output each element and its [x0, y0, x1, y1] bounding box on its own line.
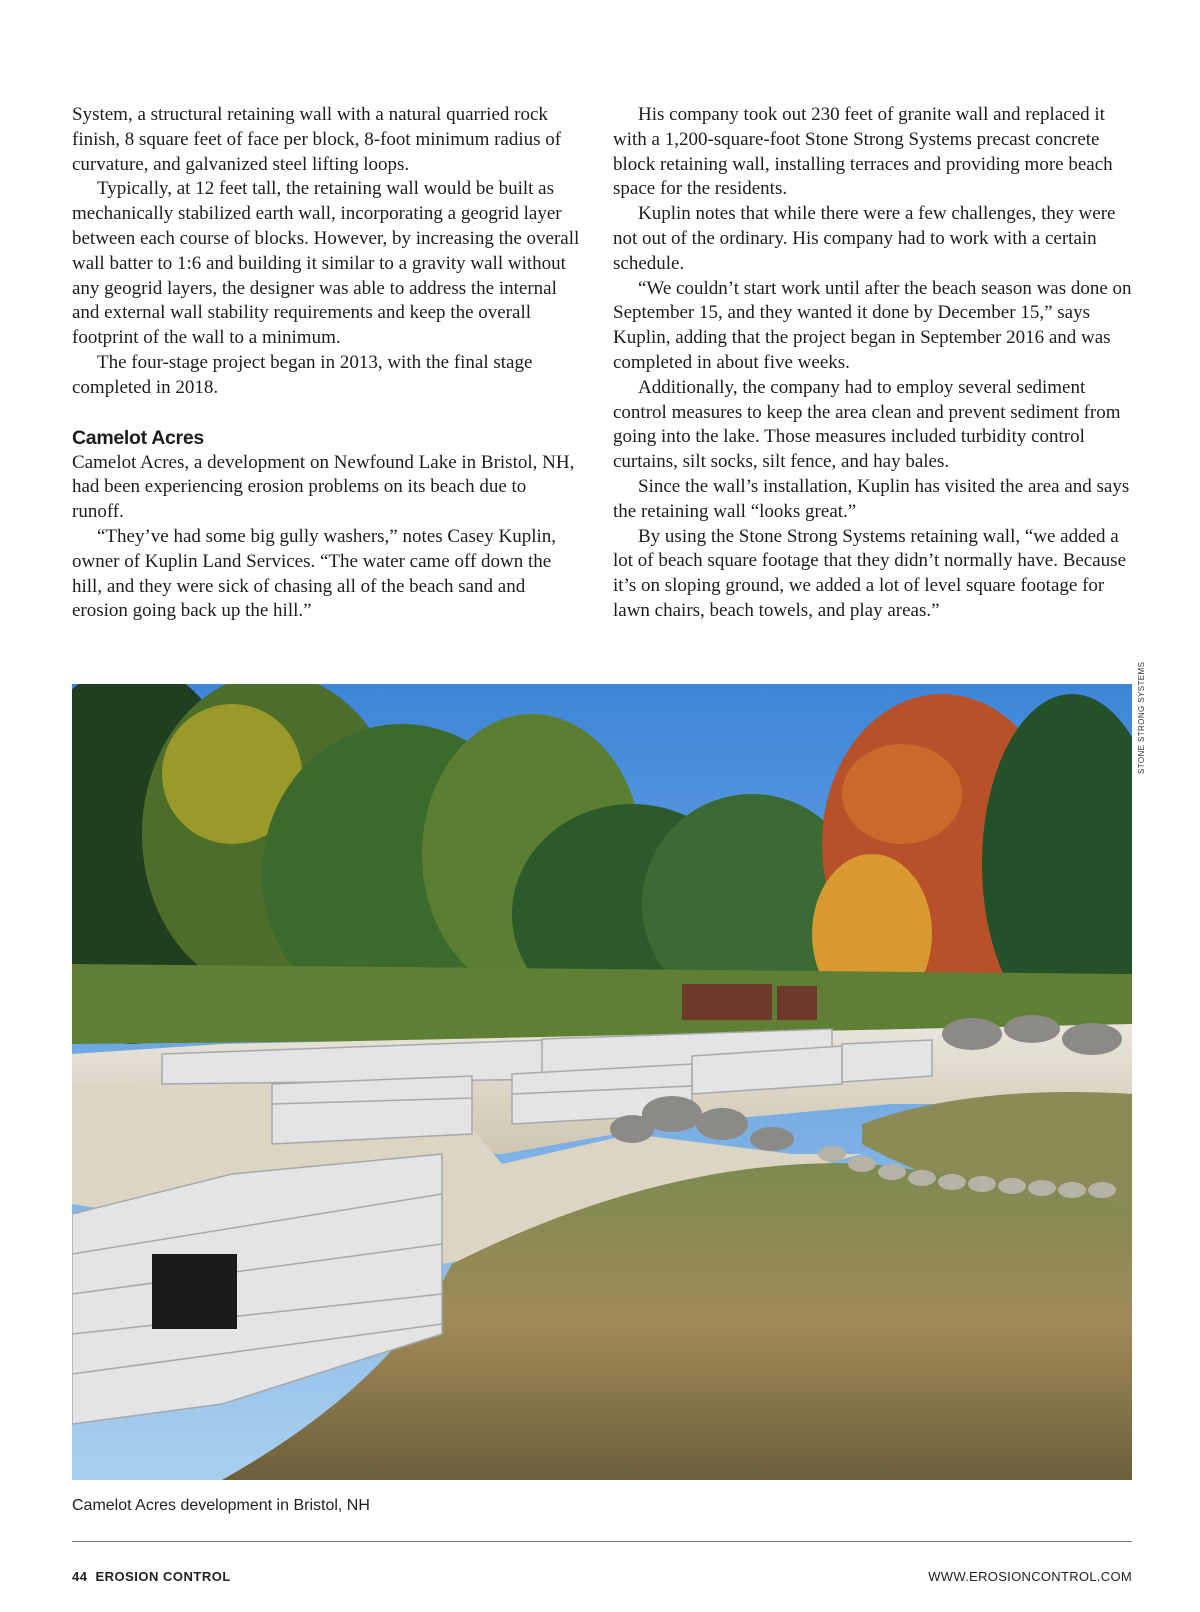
- body-paragraph: His company took out 230 feet of granite wall and replaced it with a 1,200-square-foot Stone Strong Systems precast concrete block retaining wall, installing terraces and providing more beach space for the residents.: [613, 104, 1113, 200]
- page-number: 44: [72, 1569, 88, 1584]
- beach-wall-photo: [72, 684, 1132, 1480]
- section-heading: Camelot Acres: [72, 426, 204, 449]
- footer-folio: [72, 1569, 231, 1584]
- photo-illustration: [72, 684, 1132, 1480]
- footer-divider: [72, 1541, 1132, 1542]
- body-paragraph: “They’ve had some big gully washers,” notes Casey Kuplin, owner of Kuplin Land Services. “The water came off down the hill, and they were sick of chasing all of the beach sand and erosion going back up the hill.”: [72, 525, 557, 622]
- photo-credit: STONE STRONG SYSTEMS: [1137, 661, 1146, 774]
- body-paragraph: System, a structural retaining wall with a natural quarried rock finish, 8 square feet of face per block, 8-foot minimum radius of curvature, and galvanized steel lifting loops.: [72, 104, 562, 175]
- left-column: [72, 103, 580, 624]
- body-paragraph: Kuplin notes that while there were a few challenges, they were not out of the ordinary. His company had to work with a certain schedule.: [613, 203, 1116, 274]
- body-paragraph: “We couldn’t start work until after the beach season was done on September 15, and they wanted it done by December 15,” says Kuplin, adding that the project began in September 2016 and was completed in about five weeks.: [613, 277, 1132, 373]
- photo-caption: Camelot Acres development in Bristol, NH: [72, 1497, 370, 1514]
- right-column: [613, 103, 1135, 624]
- body-paragraph: Camelot Acres, a development on Newfound Lake in Bristol, NH, had been experiencing erosion problems on its beach due to runoff.: [72, 451, 575, 523]
- body-paragraph: Since the wall’s installation, Kuplin has visited the area and says the retaining wall “looks great.”: [613, 475, 1130, 522]
- website-link[interactable]: WWW.EROSIONCONTROL.COM: [928, 1569, 1132, 1584]
- body-paragraph: Typically, at 12 feet tall, the retaining wall would be built as mechanically stabilized earth wall, incorporating a geogrid layer between each course of blocks. However, by increasing the overall wall batter to 1:6 and building it similar to a gravity wall without any geogrid layers, the designer was able to address the internal and external wall stability requirements and keep the overall footprint of the wall to a minimum.: [72, 178, 580, 349]
- body-paragraph: The four-stage project began in 2013, with the final stage completed in 2018.: [72, 351, 533, 398]
- publication-name: EROSION CONTROL: [95, 1569, 231, 1584]
- body-paragraph: By using the Stone Strong Systems retaining wall, “we added a lot of beach square footage that they didn’t normally have. Because it’s on sloping ground, we added a lot of level square footage for lawn chairs, beach towels, and play areas.”: [613, 525, 1126, 621]
- body-paragraph: Additionally, the company had to employ several sediment control measures to keep the area clean and prevent sediment from going into the lake. Those measures included turbidity control curtains, silt socks, silt fence, and hay bales.: [613, 376, 1121, 473]
